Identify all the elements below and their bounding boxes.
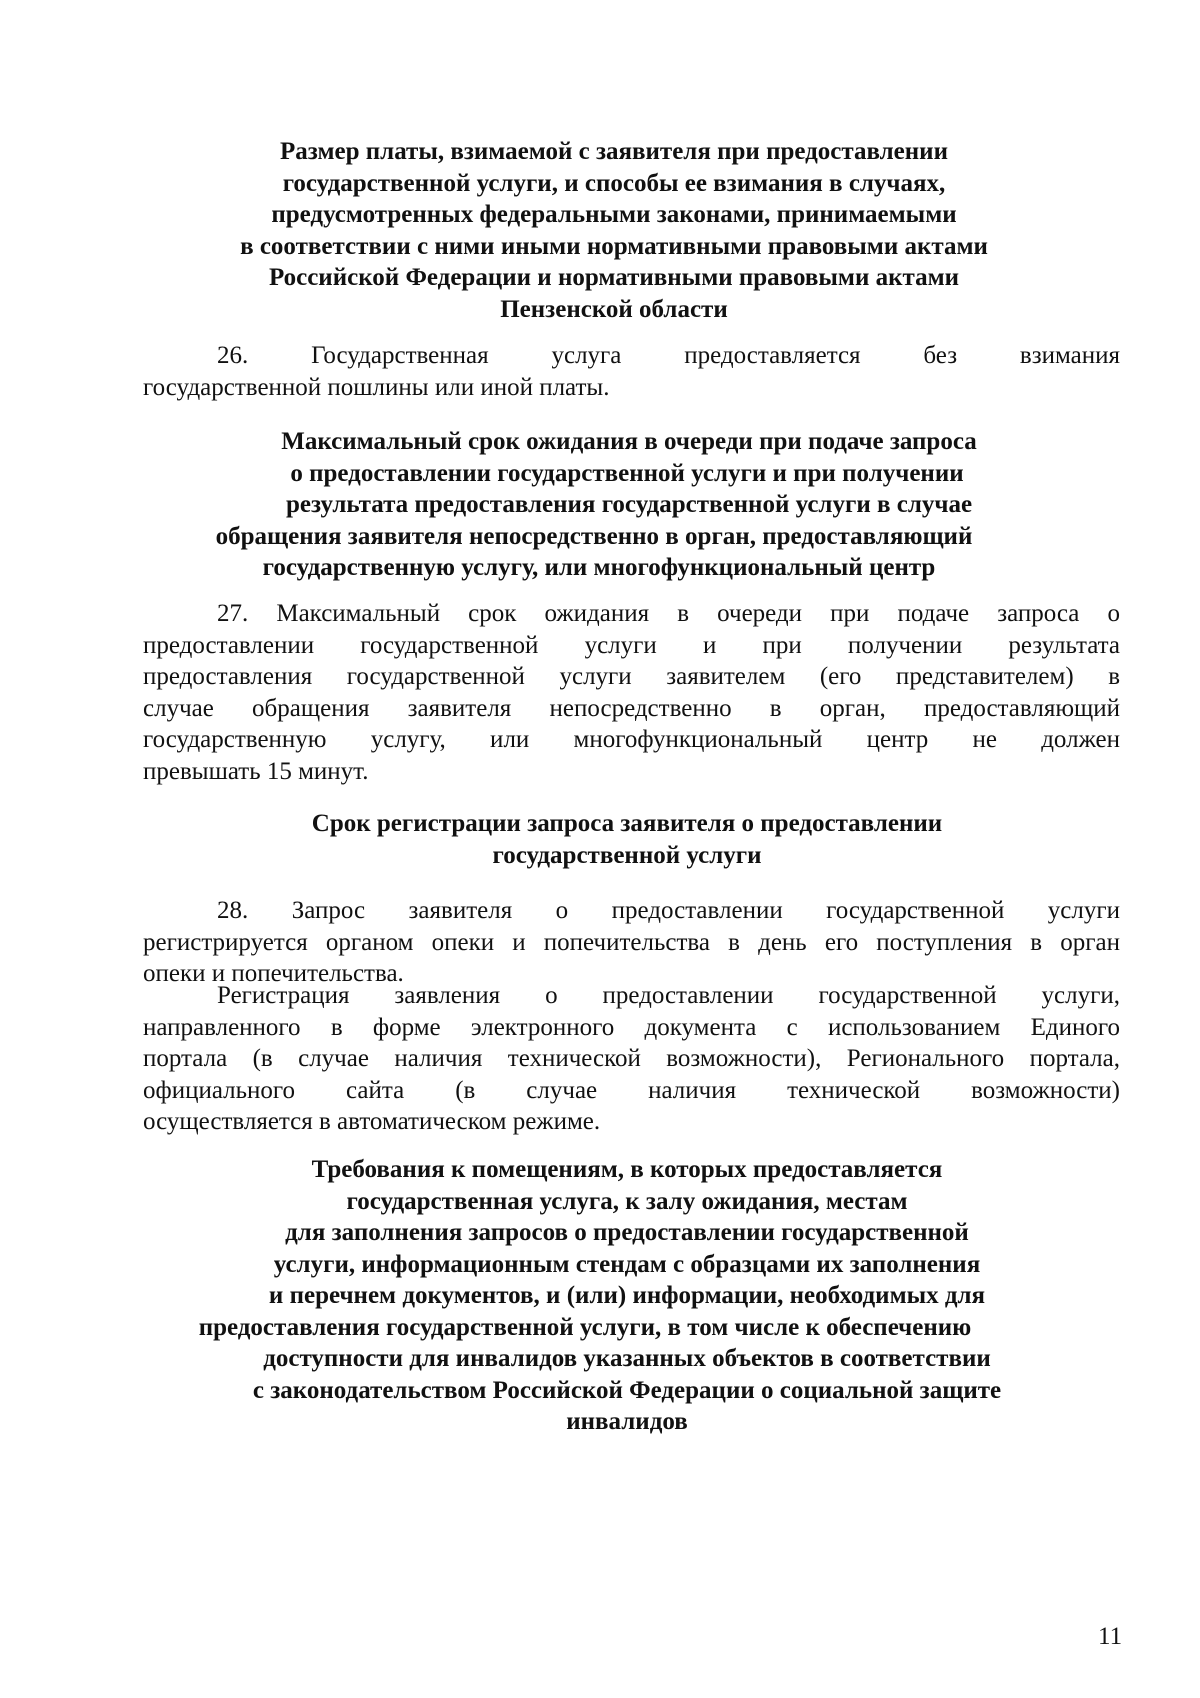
paragraph-line: предоставлении государственной услуги и при получении результата	[143, 631, 1120, 659]
heading-line: инвалидов	[566, 1408, 688, 1435]
paragraph-28-continuation	[143, 980, 1120, 1138]
section-heading-premises	[140, 1154, 1120, 1438]
section-heading-registration	[140, 808, 1120, 871]
heading-line: в соответствии с ними иными нормативными правовыми актами	[240, 232, 988, 260]
paragraph-26	[143, 340, 1120, 403]
paragraph-line: государственной пошлины или иной платы.	[143, 373, 610, 401]
heading-line: Пензенской области	[500, 295, 728, 323]
heading-line: с законодательством Российской Федерации о социальной защите	[252, 1376, 1002, 1404]
heading-line: Требования к помещениям, в которых предоставляется	[311, 1156, 943, 1183]
paragraph-line: регистрируется органом опеки и попечительства в день его поступления в орган	[143, 928, 1120, 956]
heading-line: Российской Федерации и нормативными правовыми актами	[268, 264, 960, 291]
heading-line: обращения заявителя непосредственно в орган, предоставляющий	[215, 522, 973, 550]
heading-line: доступности для инвалидов указанных объектов в соответствии	[263, 1345, 991, 1372]
heading-line: результата предоставления государственной услуги в случае	[285, 491, 973, 518]
paragraph-28	[143, 895, 1120, 990]
heading-line: государственную услугу, или многофункциональный центр	[262, 554, 936, 581]
paragraph-line: портала (в случае наличия технической возможности), Регионального портала,	[143, 1045, 1120, 1072]
heading-line: услуги, информационным стендам с образцами их заполнения	[273, 1250, 981, 1278]
paragraph-line: случае обращения заявителя непосредственно в орган, предоставляющий	[143, 694, 1120, 722]
heading-line: и перечнем документов, и (или) информации, необходимых для	[268, 1282, 986, 1309]
paragraph-line: осуществляется в автоматическом режиме.	[143, 1108, 601, 1135]
paragraph-27	[143, 598, 1120, 787]
heading-line: государственной услуги	[492, 841, 762, 869]
paragraph-line: государственную услугу, или многофункциональный центр не должен	[143, 726, 1120, 753]
heading-line: государственная услуга, к залу ожидания, местам	[346, 1187, 908, 1215]
paragraph-line: превышать 15 минут.	[143, 757, 369, 785]
heading-line: государственной услуги, и способы ее взимания в случаях,	[282, 169, 946, 197]
heading-line: для заполнения запросов о предоставлении государственной	[285, 1219, 969, 1246]
paragraph-line: опеки и попечительства.	[143, 960, 404, 987]
page-number: 11	[1098, 1623, 1123, 1650]
paragraph-line: Регистрация заявления о предоставлении государственной услуги,	[217, 982, 1120, 1009]
paragraph-line: официального сайта (в случае наличия технической возможности)	[143, 1076, 1120, 1104]
heading-line: Размер платы, взимаемой с заявителя при предоставлении	[280, 138, 948, 165]
section-heading-fee	[140, 136, 1120, 325]
paragraph-line: направленного в форме электронного документа с использованием Единого	[143, 1013, 1120, 1041]
paragraph-line: 28. Запрос заявителя о предоставлении государственной услуги	[217, 897, 1120, 924]
paragraph-line: предоставления государственной услуги заявителем (его представителем) в	[143, 663, 1120, 690]
paragraph-line: 26. Государственная услуга предоставляется без взимания	[217, 342, 1120, 369]
paragraph-line: 27. Максимальный срок ожидания в очереди при подаче запроса о	[217, 600, 1120, 627]
heading-line: предусмотренных федеральными законами, принимаемыми	[271, 201, 957, 228]
section-heading-queue-time	[140, 426, 1120, 584]
heading-line: о предоставлении государственной услуги и при получении	[290, 459, 964, 487]
heading-line: Максимальный срок ожидания в очереди при подаче запроса	[281, 428, 977, 455]
heading-line: предоставления государственной услуги, в том числе к обеспечению	[198, 1313, 972, 1341]
heading-line: Срок регистрации запроса заявителя о предоставлении	[311, 810, 943, 837]
